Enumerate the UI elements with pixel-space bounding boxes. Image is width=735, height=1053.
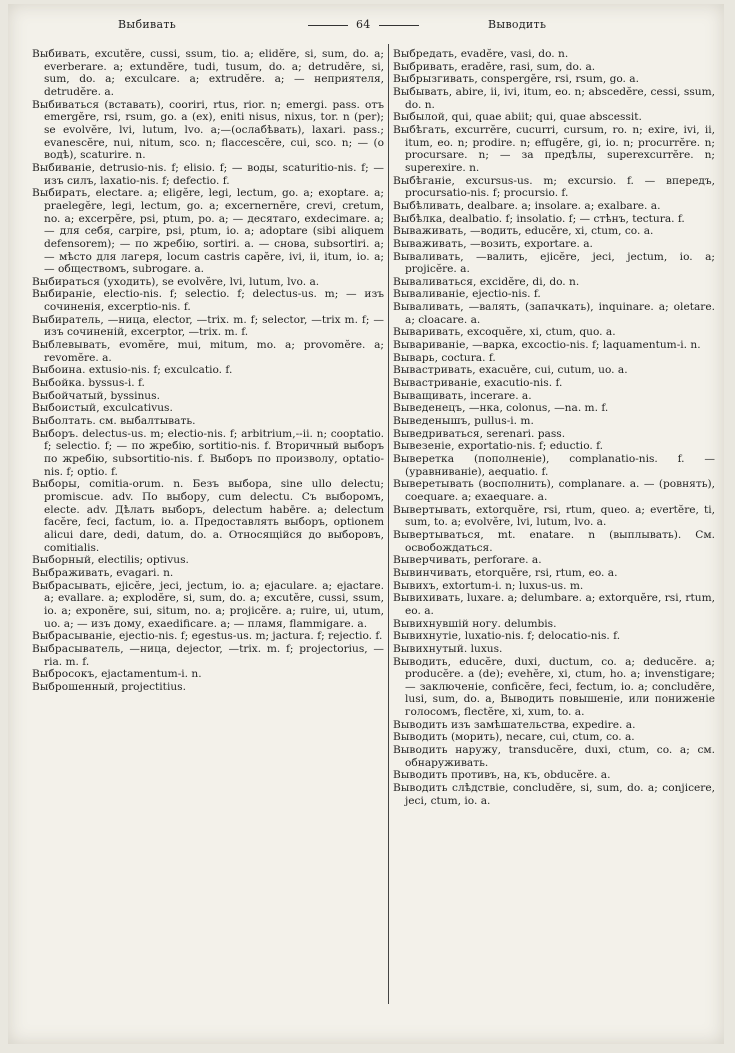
entry-definition: , exculcativus.	[96, 402, 173, 415]
entry-definition: , pullus-i. m.	[467, 415, 534, 428]
entry-definition: (морить), necare, cui, ctum, co. a.	[447, 731, 635, 744]
dictionary-entry	[393, 719, 715, 732]
entry-headword: Выводить	[393, 744, 448, 757]
entry-headword: Выводить	[393, 731, 448, 744]
entry-headword: Выводить	[393, 655, 448, 668]
entry-headword: Выбраживать	[32, 566, 110, 579]
dictionary-entry	[393, 326, 715, 339]
dictionary-entry	[393, 61, 715, 74]
dictionary-entry	[393, 364, 715, 377]
entry-definition: , evomĕre, mui, mitum, mo. a; provomĕre. a; revomĕre. a.	[44, 339, 384, 364]
entry-headword: Выбрасываніе	[32, 630, 113, 643]
entry-headword: Выбойчатый	[32, 389, 104, 402]
entry-definition: , ejectio-nis. f; egestus-us. m; jactura. f; rejectio. f.	[112, 630, 383, 643]
entry-headword: Выбойка	[32, 377, 82, 390]
entry-headword: Вывихнувшій	[393, 617, 469, 630]
dictionary-entry	[393, 428, 715, 441]
running-head-left: Выбивать	[118, 18, 177, 31]
entry-definition: , serenari. pass.	[479, 427, 566, 440]
entry-headword: Выводить	[393, 718, 448, 731]
entry-definition: , perforare. a.	[467, 554, 542, 567]
entry-definition: , excursus-us. m; excursio. f. — впередъ, procursatio-nis. f; procursio. f.	[405, 174, 715, 200]
dictionary-entry	[32, 314, 384, 339]
entry-headword: Вывариваніе	[393, 339, 466, 352]
entry-headword: Выбрызгивать	[393, 73, 475, 86]
dictionary-entry	[393, 213, 715, 226]
dictionary-entry	[393, 352, 715, 365]
entry-headword: Вывертывать	[393, 503, 468, 516]
entry-definition: , —возить, exportare. a.	[463, 237, 593, 250]
dictionary-entry	[32, 567, 384, 580]
entry-definition: . см. выбалтывать.	[92, 415, 196, 428]
dictionary-entry	[393, 111, 715, 124]
entry-definition: , excoquĕre, xi, ctum, quo. a.	[460, 326, 616, 339]
dictionary-entry	[393, 339, 715, 352]
entry-headword: Выбѣливать	[393, 199, 461, 212]
entry-definition: , luxatio-nis. f; delocatio-nis. f.	[458, 630, 621, 643]
entry-headword: Выверетка	[393, 453, 455, 465]
entry-headword: Выборный	[32, 554, 92, 567]
dictionary-entry	[393, 592, 715, 617]
entry-headword: Вывастриваніе	[393, 377, 478, 390]
dictionary-entry	[32, 390, 384, 403]
entry-headword: Выбиратель	[32, 313, 101, 326]
entry-definition: , mt. enatare. n (выплывать). См. освобождаться.	[405, 528, 715, 554]
header-rule	[379, 25, 419, 26]
dictionary-entry	[393, 769, 715, 782]
entry-headword: Вывезеніе	[393, 440, 452, 453]
entry-headword: Вываливаніе	[393, 288, 466, 301]
dictionary-entry	[393, 782, 715, 807]
entry-definition: . delectus-us. m; electio-nis. f; arbitrium,--ii. n; cooptatio. f; selectio. f; — по жребію, sortitio-nis. f. Вторичный выборъ по жребію, subsortitio-nis. f. Выборъ по произволу, optatio-nis. f; optio. f.	[44, 427, 384, 478]
entry-headword: Выбывать	[393, 85, 449, 98]
entry-definition: , —варка, excoctio-nis. f; laquamentum-i. n.	[465, 339, 701, 352]
entry-definition: , electio-nis. f; selectio. f; delectus-us. m; — изъ сочиненія, excerptio-nis. f.	[44, 288, 384, 314]
dictionary-entry	[393, 301, 715, 326]
entry-headword: Выводить	[393, 782, 448, 795]
entry-definition: , excidĕre, di, do. n.	[473, 275, 580, 288]
entry-headword: Выбылой	[393, 111, 445, 124]
entry-headword: Выблевывать	[32, 339, 107, 352]
entry-definition: , —ница, dejector, —trix. m. f; projectorius, —ria. m. f.	[44, 642, 384, 668]
right-column	[393, 48, 715, 807]
entry-headword: Выварь	[393, 351, 435, 364]
entry-definition: противъ, на, къ, obducĕre. a.	[447, 769, 611, 782]
dictionary-entry	[32, 428, 384, 479]
entry-definition: , extortum-i. n; luxus-us. m.	[435, 579, 584, 592]
dictionary-entry	[393, 478, 715, 503]
dictionary-entry	[393, 288, 715, 301]
column-divider	[388, 44, 389, 1004]
entry-headword: Выбредать	[393, 48, 455, 60]
dictionary-entry	[32, 276, 384, 289]
entry-headword: Выбирать	[32, 187, 88, 200]
entry-headword: Вываливаться	[393, 275, 474, 288]
entry-headword: Выведенышъ	[393, 415, 468, 428]
running-head-right: Выводить	[488, 18, 547, 31]
entry-definition: , ejactamentum-i. n.	[94, 668, 202, 681]
page-number-block	[308, 18, 419, 31]
dictionary-entry	[32, 339, 384, 364]
dictionary-entry	[393, 440, 715, 453]
entry-headword: Выверетывать	[393, 478, 474, 491]
entry-headword: Вываживать	[393, 237, 464, 250]
entry-headword: Вываливать	[393, 301, 461, 314]
dictionary-entry	[393, 225, 715, 238]
entry-definition: , incerare. a.	[463, 389, 532, 402]
dictionary-entry	[32, 99, 384, 162]
dictionary-entry	[393, 390, 715, 403]
entry-definition: , electilis; optivus.	[91, 554, 189, 567]
dictionary-entry	[393, 175, 715, 200]
entry-definition: , evagari. n.	[109, 566, 174, 579]
entry-headword: Выборы	[32, 478, 77, 491]
entry-definition: , electare. a; eligĕre, legi, lectum, go. a; exoptare. a; praelegĕre, legi, lectum, go. a; excernernĕre, crevi, cretum, no. a; excerpĕre, psi, ptum, po. a; — десятаго, exdecimare. a; — для себя, carpire, psi, ptum, io. a; adoptare (sibi aliquem defensorem); — по жребію, sortiri. a. — снова, subsortiri. a; — мѣсто для лагеря, locum castris capĕre, ivi, ii, itum, io. a; — обществомъ, subrogare. a.	[44, 187, 384, 276]
dictionary-entry	[393, 200, 715, 213]
dictionary-entry	[393, 504, 715, 529]
dictionary-entry	[32, 554, 384, 567]
dictionary-entry	[393, 580, 715, 593]
entry-definition: , educĕre, duxi, ductum, co. a; deducĕre. a; producĕre. a (de); evehĕre, xi, ctum, ho. a; invenstigare; — заключеніе, conficĕre, feci, fectum, io. a; concludĕre, lusi, sum, do. a, Выводить повышеніе, или пониженіе голосомъ, flectĕre, xi, xum, to. a.	[405, 655, 715, 719]
dictionary-entry	[32, 377, 384, 390]
dictionary-entry	[393, 251, 715, 276]
entry-headword: Выбираніе	[32, 288, 93, 301]
entry-definition: , ejectio-nis. f.	[465, 288, 541, 301]
entry-definition: , conspergĕre, rsi, rsum, go. a.	[474, 73, 639, 86]
entry-definition: . byssus-i. f.	[81, 377, 145, 390]
entry-definition: , projectitius.	[114, 680, 186, 693]
entry-headword: Вываливать	[393, 250, 461, 263]
entry-headword: Выбѣганіе	[393, 174, 452, 187]
dictionary-entry	[393, 630, 715, 643]
dictionary-entry	[393, 124, 715, 175]
entry-headword: Выбѣгать	[393, 123, 447, 136]
entry-definition: , —водить, educĕre, xi, ctum, co. a.	[463, 225, 654, 238]
dictionary-entry	[32, 668, 384, 681]
dictionary-entry	[393, 415, 715, 428]
entry-headword: Вывинчивать	[393, 566, 469, 579]
entry-headword: Выбираться	[32, 275, 100, 288]
dictionary-entry	[393, 48, 715, 61]
entry-headword: Выведенецъ	[393, 402, 463, 415]
left-column	[32, 48, 384, 693]
entry-definition: , dealbare. a; insolare. a; exalbare. a.	[460, 199, 661, 212]
entry-definition: , —нка, colonus, —na. m. f.	[462, 402, 609, 415]
dictionary-entry	[393, 276, 715, 289]
entry-headword: Вываривать	[393, 326, 461, 339]
entry-definition: , exacuĕre, cui, cutum, uo. a.	[472, 364, 628, 377]
entry-headword: Вывихъ	[393, 579, 436, 592]
entry-headword: Выбоина	[32, 364, 83, 377]
entry-definition: , comitia-orum. n. Безъ выбора, sine ullo delectu; promiscue. adv. По выбору, cum delectu. Съ выборомъ, electe. adv. Дѣлать выборъ, delectum habēre. a; delectum facĕre, feci, factum, io. a. Предоставлять выборъ, optionem alicui dare, dedi, datum, do. a. Относящійся до выборовъ, comitialis.	[44, 478, 384, 554]
entry-definition: , abire, ii, ivi, itum, eo. n; abscedĕre, cessi, ssum, do. n.	[405, 85, 715, 111]
entry-definition: . extusio-nis. f; exculcatio. f.	[82, 364, 233, 377]
entry-definition: , excurrĕre, cucurri, cursum, ro. n; exire, ivi, ii, itum, eo. n; prodire. n; effugĕre, gi, io. n; procurrĕre. n; procursare. n; — за предѣлы, superexcurrĕre. n; superexire. n.	[405, 123, 715, 174]
entry-definition: (пополненіе), complanatio-nis. f. — (уравниваніе), aequatio. f.	[405, 453, 715, 478]
entry-headword: Выбрасыватель	[32, 642, 121, 655]
header-rule	[308, 25, 348, 26]
entry-headword: Выброшенный	[32, 680, 115, 693]
entry-headword: Вывихивать	[393, 592, 461, 605]
entry-headword: Выводить	[393, 769, 448, 782]
entry-headword: Выващивать	[393, 389, 464, 402]
entry-headword: Выбиваться	[32, 98, 100, 111]
entry-definition: слѣдствіе, concludĕre, si, sum, do. a; conjicere, jeci, ctum, io. a.	[405, 782, 715, 807]
dictionary-page	[8, 4, 724, 1044]
entry-definition: , exacutio-nis. f.	[477, 377, 563, 390]
entry-definition: . luxus.	[463, 642, 503, 655]
entry-headword: Вывастривать	[393, 364, 473, 377]
entry-definition: , excutĕre, cussi, ssum, tio. a; elidĕre, si, sum, do. a; everberare. a; extundĕre, tudi, tusum, do. a; detrudĕre, si, sum, do. a; exculcare. a; extrudĕre. a; — неприятеля, detrudĕre. a.	[44, 48, 384, 98]
dictionary-entry	[393, 731, 715, 744]
entry-definition: , ejicĕre, jeci, jectum, io. a; ejaculare. a; ejactare. a; evallare. a; explodĕre, si, sum, do. a; excutĕre, cussi, ssum, io. a; exponĕre, sui, situm, no. a; projicĕre. a; ruire, ui, utum, uo. a; — изъ дому, exaedificare. a; — пламя, flammigare. a.	[44, 579, 384, 630]
dictionary-entry	[32, 402, 384, 415]
dictionary-entry	[393, 73, 715, 86]
dictionary-entry	[32, 364, 384, 377]
entry-definition: , —валять, (запачкать), inquinare. a; oletare. a; cloacare. a.	[405, 301, 715, 326]
dictionary-entry	[393, 554, 715, 567]
entry-headword: Выбѣлка	[393, 212, 443, 225]
entry-definition: , —валить, ejicĕre, jeci, jectum, io. a; projicĕre. a.	[405, 250, 715, 276]
dictionary-entry	[32, 681, 384, 694]
entry-headword: Выборъ	[32, 427, 76, 440]
entry-definition: , —ница, elector, —trix. m. f; selector, —trix m. f; — изъ сочиненій, excerptor, —trix. m. f.	[44, 313, 384, 339]
entry-headword: Выбрасывать	[32, 579, 108, 592]
entry-headword: Вывихнутіе	[393, 630, 459, 643]
page-number: 64	[356, 18, 371, 31]
entry-definition: , dealbatio. f; insolatio. f; — стѣнъ, tectura. f.	[442, 212, 685, 225]
dictionary-entry	[393, 643, 715, 656]
dictionary-entry	[393, 656, 715, 719]
dictionary-entry	[393, 238, 715, 251]
entry-definition: , coctura. f.	[434, 351, 496, 364]
dictionary-entry	[393, 744, 715, 769]
dictionary-entry	[32, 630, 384, 643]
entry-definition: , evadĕre, vasi, do. n.	[454, 48, 569, 60]
entry-headword: Выбривать	[393, 60, 455, 73]
dictionary-entry	[32, 643, 384, 668]
entry-definition: изъ замѣшательства, expedire. a.	[447, 718, 636, 731]
entry-definition: (восполнить), complanare. a. — (ровнять), coequare. a; exaequare. a.	[405, 478, 715, 503]
dictionary-entry	[32, 580, 384, 631]
dictionary-entry	[32, 415, 384, 428]
dictionary-entry	[393, 453, 715, 478]
entry-definition: наружу, transducĕre, duxi, ctum, co. a; см. обнаруживать.	[405, 744, 715, 769]
entry-headword: Выбоистый	[32, 402, 97, 415]
dictionary-entry	[393, 529, 715, 554]
entry-definition: (уходить), se evolvĕre, lvi, lutum, lvo. a.	[100, 275, 320, 288]
entry-definition: ногу. delumbis.	[468, 617, 557, 630]
dictionary-entry	[393, 86, 715, 111]
entry-headword: Вывихнутый	[393, 642, 464, 655]
entry-definition: , extorquĕre, rsi, rtum, queo. a; evertĕre, ti, sum, to. a; evolvĕre, lvi, lutum, lvo. a.	[405, 503, 715, 529]
dictionary-entry	[32, 478, 384, 554]
dictionary-entry	[32, 288, 384, 313]
entry-headword: Выбросокъ	[32, 668, 95, 681]
dictionary-entry	[393, 618, 715, 631]
entry-definition: , byssinus.	[103, 389, 160, 402]
entry-headword: Выверчивать	[393, 554, 468, 567]
entry-definition: , luxare. a; delumbare. a; extorquĕre, rsi, rtum, eo. a.	[405, 592, 715, 617]
entry-definition: , qui, quae abiit; qui, quae abscessit.	[444, 111, 642, 124]
entry-definition: , eradĕre, rasi, sum, do. a.	[454, 60, 596, 73]
entry-definition: , etorquĕre, rsi, rtum, eo. a.	[468, 566, 618, 579]
dictionary-entry	[393, 402, 715, 415]
entry-headword: Вываживать	[393, 225, 464, 238]
entry-definition: (вставать), cooriri, rtus, rior. n; emergi. pass. отъ emergĕre, rsi, rsum, go. a (ex), eniti nisus, nixus, tor. n (per); se evolvĕre, lvi, lutum, lvo. a;—(ослабѣвать), laxari. pass.; evanescĕre, nui, nitum, sco. n; flaccescĕre, cui, sco. n; — (о водѣ), scaturire. n.	[44, 98, 384, 162]
entry-definition: , exportatio-nis. f; eductio. f.	[451, 440, 604, 453]
entry-headword: Выведриваться	[393, 427, 480, 440]
dictionary-entry	[393, 377, 715, 390]
entry-definition: , detrusio-nis. f; elisio. f; — воды, scaturitio-nis. f; — изъ силъ, laxatio-nis. f; defectio. f.	[44, 161, 384, 187]
dictionary-entry	[32, 48, 384, 99]
dictionary-entry	[32, 187, 384, 276]
entry-headword: Выболтать	[32, 415, 93, 428]
entry-headword: Выбиваніе	[32, 161, 92, 174]
entry-headword: Выбивать	[32, 48, 87, 60]
dictionary-entry	[32, 162, 384, 187]
dictionary-entry	[393, 567, 715, 580]
entry-headword: Вывертываться	[393, 528, 481, 541]
